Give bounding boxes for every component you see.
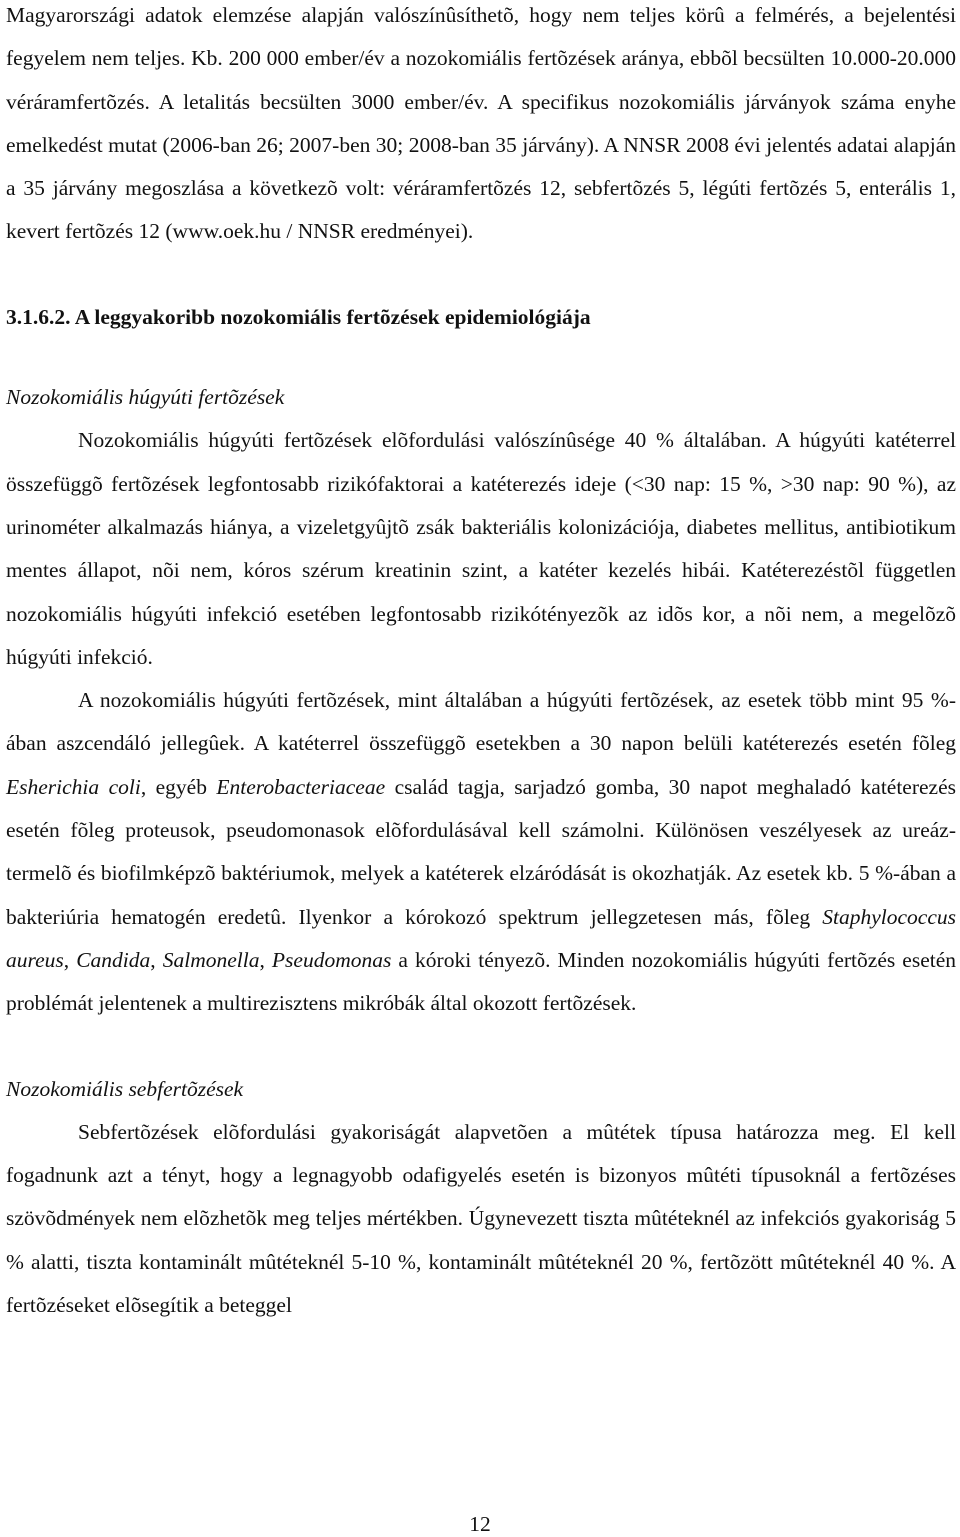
species-enterobacteriaceae: Enterobacteriaceae xyxy=(216,774,386,799)
urinary-p2-text-b: , egyéb xyxy=(140,774,217,799)
document-page xyxy=(6,0,956,1327)
urinary-paragraph-2 xyxy=(6,679,956,1025)
page-number: 12 xyxy=(469,1512,491,1536)
urinary-subheading: Nozokomiális húgyúti fertõzések xyxy=(6,385,285,410)
urinary-p2-text-c: család tagja, sarjadzó gomba, 30 napot meghaladó katéterezés esetén fõleg proteusok, pseudomonasok elõfordulásával kell számolni. Különösen veszélyesek az ureáz-termelõ és biofilmképzõ baktériumok, melyek a katéterek elzáródását is okozhatják. Az esetek kb. 5 %-ában a bakteriúria hematogén eredetû. Ilyenkor a kórokozó spektrum jellegzetesen más, fõleg xyxy=(6,774,957,929)
wound-subheading: Nozokomiális sebfertõzések xyxy=(6,1076,244,1101)
separator: , xyxy=(259,947,272,972)
urinary-p2-text-a: A nozokomiális húgyúti fertõzések, mint általában a húgyúti fertõzések, az esetek több mint 95 %-ában aszcendáló jellegûek. A katéterrel összefüggõ esetekben a 30 napon belüli katéterezés esetén fõleg xyxy=(6,688,956,756)
urinary-p2-text-d: a kóroki tényezõ. Minden nozokomiális húgyúti fertõzés esetén problémát jelentenek a multirezisztens mikróbák által okozott fertõzések. xyxy=(6,947,957,1016)
species-salmonella: Salmonella xyxy=(162,947,260,972)
species-esherichia: Esherichia coli xyxy=(6,774,141,799)
separator: , xyxy=(63,947,77,972)
section-heading: 3.1.6.2. A leggyakoribb nozokomiális fertõzések epidemiológiája xyxy=(6,304,591,329)
species-candida: Candida xyxy=(76,947,151,972)
species-pseudomonas: Pseudomonas xyxy=(271,947,392,972)
species-staphylococcus: Staphylococcus aureus xyxy=(6,904,956,972)
intro-paragraph: Magyarországi adatok elemzése alapján valószínûsíthetõ, hogy nem teljes körû a felmérés, a bejelentési fegyelem nem teljes. Kb. 200 000 ember/év a nozokomiális fertõzések aránya, ebbõl becsülten 10.000-20.000 véráramfertõzés. A letalitás becsülten 3000 ember/év. A specifikus nozokomiális járványok száma enyhe emelkedést mutat (2006-ban 26; 2007-ben 30; 2008-ban 35 járvány). A NNSR 2008 évi jelentés adatai alapján a 35 járvány megoszlása a következõ volt: véráramfertõzés 12, sebfertõzés 5, légúti fertõzés 5, enterális 1, kevert fertõzés 12 (www.oek.hu / NNSR eredményei). xyxy=(6,3,956,244)
urinary-paragraph-1: Nozokomiális húgyúti fertõzések elõfordulási valószínûsége 40 % általában. A húgyúti katéterrel összefüggõ fertõzések legfontosabb rizikófaktorai a katéterezés ideje (<30 nap: 15 %, >30 nap: 90 %), az urinométer alkalmazás hiánya, a vizeletgyûjtõ zsák bakteriális kolonizációja, diabetes mellitus, antibiotikum mentes állapot, nõi nem, kóros szérum kreatinin szint, a katéter kezelés hibái. Katéterezéstõl független nozokomiális húgyúti infekció esetében legfontosabb rizikótényezõk az idõs kor, a nõi nem, a megelõzõ húgyúti infekció. xyxy=(6,428,956,669)
wound-paragraph-1: Sebfertõzések elõfordulási gyakoriságát alapvetõen a mûtétek típusa határozza meg. El kell fogadnunk azt a tényt, hogy a legnagyobb odafigyelés esetén is bizonyos mûtéti típusoknál a fertõzéses szövõdmények nem elõzhetõk meg teljes mértékben. Úgynevezett tiszta mûtéteknél az infekciós gyakoriság 5 % alatti, tiszta kontaminált mûtéteknél 5-10 %, kontaminált mûtéteknél 20 %, fertõzött mûtéteknél 40 %. A fertõzéseket elõsegítik a beteggel xyxy=(6,1119,956,1318)
separator: , xyxy=(150,947,163,972)
